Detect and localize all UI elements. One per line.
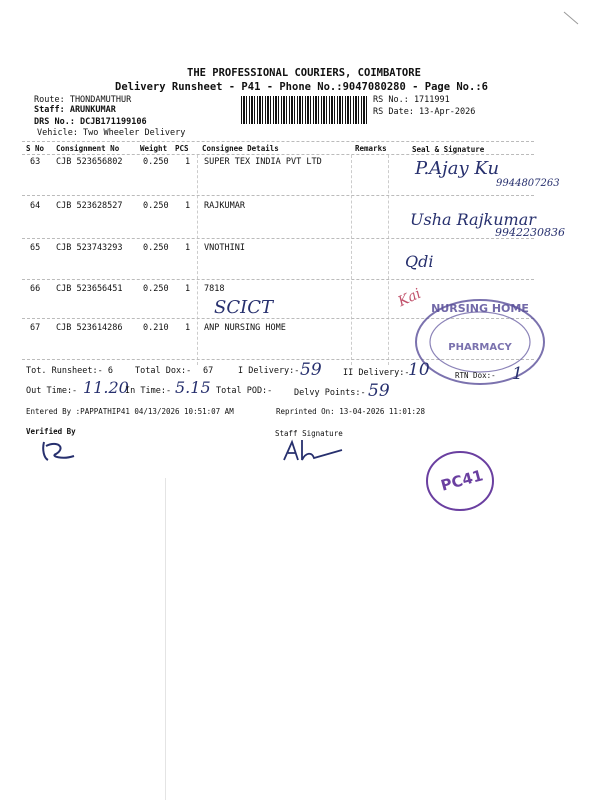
stamp-bottom-text: PHARMACY: [448, 342, 512, 353]
staff-signature-label: Staff Signature: [275, 429, 343, 438]
row63-phone: 9944807263: [496, 178, 560, 189]
row66-consignee: 7818: [204, 284, 225, 294]
row63-cons: CJB 523656802: [56, 157, 123, 167]
delvy-points-value: 59: [368, 381, 390, 401]
row64-weight: 0.250: [143, 201, 169, 211]
delvy-points-label: Delvy Points:-: [294, 388, 366, 398]
i-delivery-label: I Delivery:-: [238, 366, 300, 376]
document-subtitle: Delivery Runsheet - P41 - Phone No.:9047080280 - Page No.:6: [115, 81, 488, 93]
rs-date: RS Date: 13-Apr-2026: [373, 107, 476, 117]
tot-runsheet: Tot. Runsheet:- 6: [26, 366, 113, 376]
vehicle: Vehicle: Two Wheeler Delivery: [37, 128, 186, 138]
row65-consignee: VNOTHINI: [204, 243, 245, 253]
col-weight: Weight: [140, 144, 168, 153]
row67-pcs: 1: [185, 323, 191, 333]
col-pcs: PCS: [175, 144, 189, 153]
ii-delivery-label: II Delivery:-: [343, 368, 410, 378]
total-pod-label: Total POD:-: [216, 386, 273, 396]
row65-signature: Qdi: [405, 252, 434, 271]
staff-signature: [280, 438, 350, 466]
entered-by: Entered By :PAPPATHIP41 04/13/2026 10:51:07 AM: [26, 407, 234, 416]
row65-pcs: 1: [185, 243, 191, 253]
row66-sno: 66: [30, 284, 41, 294]
row66-cons: CJB 523656451: [56, 284, 123, 294]
row65-weight: 0.250: [143, 243, 169, 253]
rs-no: RS No.: 1711991: [373, 95, 450, 105]
total-dox-value: 67: [203, 366, 214, 376]
row66-handwritten-note: SCICT: [214, 297, 273, 318]
col-consignment: Consignment No: [56, 144, 120, 153]
row63-signature: P.Ajay Ku: [415, 158, 500, 179]
col-remarks: Remarks: [355, 144, 387, 153]
staff: Staff: ARUNKUMAR: [34, 105, 116, 115]
row63-consignee: SUPER TEX INDIA PVT LTD: [204, 157, 322, 167]
pc41-text: PC41: [438, 466, 485, 495]
row63-pcs: 1: [185, 157, 191, 167]
col-consignee: Consignee Details: [202, 144, 279, 153]
ii-delivery-value: 10: [408, 360, 430, 380]
i-delivery-value: 59: [300, 360, 322, 380]
in-time-value: 5.15: [175, 378, 211, 397]
row64-consignee: RAJKUMAR: [204, 201, 245, 211]
row64-cons: CJB 523628527: [56, 201, 123, 211]
row67-weight: 0.210: [143, 323, 169, 333]
corner-mark: [560, 8, 584, 28]
row65-cons: CJB 523743293: [56, 243, 123, 253]
rtn-dox-label: RTN Dox:-: [455, 371, 496, 380]
stamp-top-text: NURSING HOME: [431, 302, 529, 315]
row64-sno: 64: [30, 201, 41, 211]
rtn-dox-value: 1: [512, 364, 523, 384]
col-seal-signature: Seal & Signature: [412, 145, 485, 154]
row67-cons: CJB 523614286: [56, 323, 123, 333]
row66-weight: 0.250: [143, 284, 169, 294]
row64-signature: Usha Rajkumar: [410, 210, 536, 229]
fold-line: [165, 478, 166, 800]
row63-weight: 0.250: [143, 157, 169, 167]
row66-signature: Kai: [395, 285, 424, 311]
row67-sno: 67: [30, 323, 41, 333]
barcode: [241, 96, 369, 124]
col-sno: S No: [26, 144, 45, 153]
reprinted-on: Reprinted On: 13-04-2026 11:01:28: [276, 407, 426, 416]
drs-no: DRS No.: DCJB171199106: [34, 117, 147, 127]
pc41-stamp: [422, 448, 498, 514]
row67-consignee: ANP NURSING HOME: [204, 323, 286, 333]
verified-signature: [36, 438, 80, 464]
row64-phone: 9942230836: [495, 226, 565, 239]
out-time-value: 11.20: [83, 378, 129, 397]
row63-sno: 63: [30, 157, 41, 167]
row65-sno: 65: [30, 243, 41, 253]
total-dox-label: Total Dox:-: [135, 366, 192, 376]
out-time-label: Out Time:-: [26, 386, 78, 396]
document-title: THE PROFESSIONAL COURIERS, COIMBATORE: [187, 67, 421, 79]
row66-pcs: 1: [185, 284, 191, 294]
verified-by-label: Verified By: [26, 427, 76, 436]
row64-pcs: 1: [185, 201, 191, 211]
in-time-label: In Time:-: [125, 386, 172, 396]
route: Route: THONDAMUTHUR: [34, 95, 132, 105]
